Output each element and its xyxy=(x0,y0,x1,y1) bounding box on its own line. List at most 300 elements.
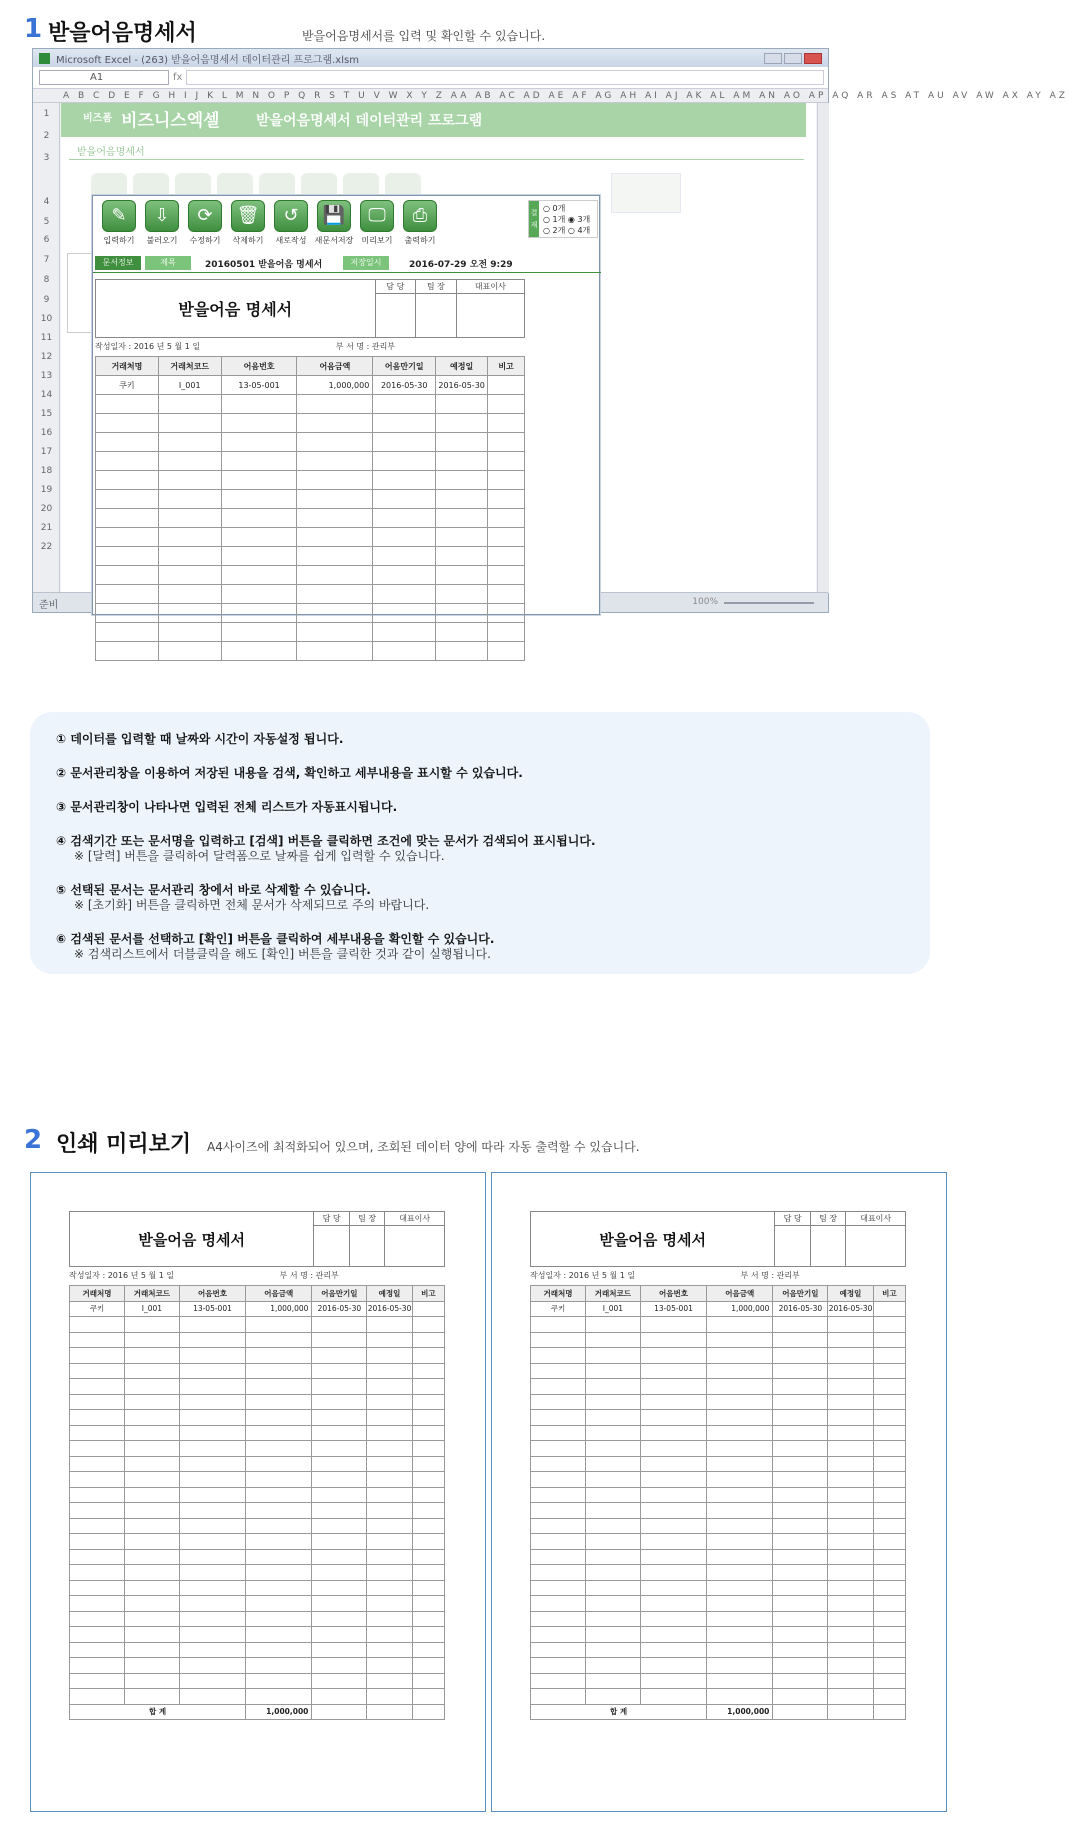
table-row[interactable] xyxy=(70,1363,445,1379)
table-row[interactable] xyxy=(96,490,525,509)
table-row[interactable] xyxy=(70,1534,445,1550)
row-header[interactable]: 2 xyxy=(43,131,50,141)
table-cell[interactable] xyxy=(297,509,373,528)
table-cell[interactable] xyxy=(585,1658,640,1674)
table-cell[interactable] xyxy=(367,1348,412,1364)
table-cell[interactable] xyxy=(179,1317,245,1333)
table-cell[interactable] xyxy=(96,566,159,585)
table-cell[interactable] xyxy=(640,1611,706,1627)
table-cell[interactable] xyxy=(773,1363,828,1379)
table-cell[interactable] xyxy=(297,642,373,661)
table-cell[interactable] xyxy=(531,1487,586,1503)
approval-sign-box[interactable] xyxy=(810,1226,845,1267)
table-cell[interactable] xyxy=(312,1534,367,1550)
table-cell[interactable] xyxy=(531,1534,586,1550)
table-row[interactable] xyxy=(531,1425,906,1441)
table-cell[interactable] xyxy=(773,1534,828,1550)
table-cell[interactable]: 2016-05-30 xyxy=(312,1301,367,1317)
table-row[interactable] xyxy=(70,1689,445,1705)
table-row[interactable] xyxy=(96,585,525,604)
table-cell[interactable] xyxy=(246,1689,312,1705)
table-cell[interactable] xyxy=(531,1317,586,1333)
table-cell[interactable] xyxy=(707,1534,773,1550)
table-cell[interactable] xyxy=(773,1410,828,1426)
table-cell[interactable]: 1,000,000 xyxy=(297,376,373,395)
table-cell[interactable] xyxy=(828,1379,873,1395)
table-cell[interactable] xyxy=(312,1689,367,1705)
table-cell[interactable] xyxy=(70,1425,125,1441)
table-cell[interactable] xyxy=(873,1441,905,1457)
table-cell[interactable] xyxy=(70,1487,125,1503)
table-cell[interactable] xyxy=(70,1456,125,1472)
table-cell[interactable] xyxy=(246,1348,312,1364)
table-cell[interactable] xyxy=(246,1317,312,1333)
table-cell[interactable] xyxy=(373,490,436,509)
approval-sign-box[interactable] xyxy=(416,294,457,338)
table-cell[interactable] xyxy=(436,547,488,566)
table-cell[interactable] xyxy=(873,1425,905,1441)
table-cell[interactable] xyxy=(436,490,488,509)
table-cell[interactable] xyxy=(246,1363,312,1379)
table-cell[interactable] xyxy=(640,1379,706,1395)
table-cell[interactable] xyxy=(179,1503,245,1519)
row-header[interactable]: 18 xyxy=(40,466,53,476)
table-cell[interactable] xyxy=(312,1642,367,1658)
row-header[interactable]: 16 xyxy=(40,428,53,438)
toolbar-button-3[interactable] xyxy=(226,200,270,246)
table-cell[interactable] xyxy=(367,1642,412,1658)
table-cell[interactable] xyxy=(873,1332,905,1348)
table-cell[interactable] xyxy=(221,623,297,642)
table-cell[interactable] xyxy=(221,395,297,414)
table-cell[interactable] xyxy=(436,433,488,452)
table-row[interactable] xyxy=(70,1596,445,1612)
row-header[interactable]: 14 xyxy=(40,390,53,400)
table-cell[interactable] xyxy=(773,1379,828,1395)
table-cell[interactable] xyxy=(158,452,221,471)
table-cell[interactable] xyxy=(531,1642,586,1658)
table-cell[interactable] xyxy=(312,1518,367,1534)
table-row[interactable] xyxy=(70,1487,445,1503)
table-cell[interactable] xyxy=(585,1534,640,1550)
table-cell[interactable] xyxy=(158,528,221,547)
table-cell[interactable] xyxy=(373,471,436,490)
table-cell[interactable] xyxy=(96,490,159,509)
row-header[interactable]: 5 xyxy=(43,217,50,227)
table-cell[interactable] xyxy=(488,642,525,661)
table-cell[interactable] xyxy=(585,1642,640,1658)
table-cell[interactable] xyxy=(70,1472,125,1488)
table-cell[interactable] xyxy=(488,433,525,452)
table-cell[interactable] xyxy=(873,1549,905,1565)
table-cell[interactable] xyxy=(873,1518,905,1534)
name-box[interactable]: A1 xyxy=(39,70,169,85)
table-cell[interactable] xyxy=(367,1658,412,1674)
table-cell[interactable] xyxy=(873,1394,905,1410)
table-cell[interactable]: 쿠키 xyxy=(96,376,159,395)
table-cell[interactable] xyxy=(436,414,488,433)
row-header[interactable]: 7 xyxy=(43,255,50,265)
table-cell[interactable] xyxy=(873,1363,905,1379)
table-cell[interactable] xyxy=(773,1441,828,1457)
toolbar-button-4[interactable] xyxy=(269,200,313,246)
table-cell[interactable] xyxy=(312,1425,367,1441)
table-cell[interactable] xyxy=(70,1363,125,1379)
table-cell[interactable] xyxy=(773,1425,828,1441)
table-cell[interactable] xyxy=(221,528,297,547)
table-cell[interactable] xyxy=(828,1503,873,1519)
table-row[interactable] xyxy=(70,1317,445,1333)
radio-3[interactable]: ◉ xyxy=(567,215,578,224)
table-cell[interactable]: 13-05-001 xyxy=(640,1301,706,1317)
table-cell[interactable] xyxy=(412,1332,444,1348)
table-cell[interactable] xyxy=(412,1503,444,1519)
table-row[interactable] xyxy=(96,547,525,566)
table-cell[interactable] xyxy=(221,490,297,509)
toolbar-button-5[interactable] xyxy=(312,200,356,246)
table-cell[interactable] xyxy=(828,1689,873,1705)
table-cell[interactable] xyxy=(179,1379,245,1395)
table-cell[interactable] xyxy=(436,623,488,642)
table-cell[interactable] xyxy=(158,585,221,604)
table-row[interactable] xyxy=(531,1301,906,1317)
table-cell[interactable] xyxy=(124,1549,179,1565)
table-cell[interactable] xyxy=(773,1689,828,1705)
table-cell[interactable] xyxy=(297,471,373,490)
table-cell[interactable] xyxy=(246,1410,312,1426)
approval-sign-box[interactable] xyxy=(456,294,524,338)
doc-title-value[interactable]: 20160501 받을어음 명세서 xyxy=(205,260,323,270)
table-cell[interactable] xyxy=(70,1348,125,1364)
table-cell[interactable] xyxy=(640,1627,706,1643)
table-cell[interactable] xyxy=(412,1642,444,1658)
table-cell[interactable] xyxy=(179,1441,245,1457)
table-cell[interactable] xyxy=(96,528,159,547)
table-cell[interactable] xyxy=(179,1487,245,1503)
table-row[interactable] xyxy=(70,1642,445,1658)
table-cell[interactable] xyxy=(158,604,221,623)
table-cell[interactable] xyxy=(124,1580,179,1596)
table-cell[interactable] xyxy=(246,1627,312,1643)
table-cell[interactable] xyxy=(640,1487,706,1503)
table-cell[interactable] xyxy=(873,1379,905,1395)
vertical-scrollbar[interactable] xyxy=(817,103,829,593)
table-row[interactable] xyxy=(96,623,525,642)
table-cell[interactable] xyxy=(124,1363,179,1379)
table-cell[interactable] xyxy=(312,1596,367,1612)
row-header[interactable]: 3 xyxy=(43,153,50,163)
table-cell[interactable] xyxy=(312,1673,367,1689)
table-cell[interactable] xyxy=(531,1456,586,1472)
table-cell[interactable] xyxy=(158,414,221,433)
table-cell[interactable] xyxy=(640,1410,706,1426)
table-cell[interactable] xyxy=(312,1565,367,1581)
table-cell[interactable] xyxy=(707,1658,773,1674)
table-row[interactable] xyxy=(531,1332,906,1348)
table-cell[interactable] xyxy=(412,1689,444,1705)
table-cell[interactable] xyxy=(412,1472,444,1488)
row-header[interactable]: 4 xyxy=(43,197,50,207)
table-cell[interactable] xyxy=(640,1317,706,1333)
table-cell[interactable] xyxy=(367,1363,412,1379)
table-cell[interactable] xyxy=(436,604,488,623)
table-cell[interactable] xyxy=(96,395,159,414)
table-cell[interactable] xyxy=(531,1363,586,1379)
table-row[interactable] xyxy=(96,376,525,395)
table-cell[interactable] xyxy=(412,1673,444,1689)
table-cell[interactable] xyxy=(179,1642,245,1658)
row-header[interactable]: 8 xyxy=(43,275,50,285)
table-cell[interactable] xyxy=(828,1441,873,1457)
table-cell[interactable] xyxy=(297,623,373,642)
table-row[interactable] xyxy=(531,1472,906,1488)
row-header[interactable]: 21 xyxy=(40,523,53,533)
toolbar-button-0[interactable] xyxy=(97,200,141,246)
table-cell[interactable] xyxy=(488,395,525,414)
table-cell[interactable] xyxy=(436,395,488,414)
table-cell[interactable] xyxy=(436,585,488,604)
table-row[interactable] xyxy=(531,1518,906,1534)
trash-icon[interactable]: 🗑 xyxy=(231,200,265,232)
table-cell[interactable] xyxy=(531,1425,586,1441)
table-cell[interactable] xyxy=(367,1565,412,1581)
table-cell[interactable] xyxy=(585,1596,640,1612)
row-header[interactable]: 6 xyxy=(43,235,50,245)
table-cell[interactable] xyxy=(412,1317,444,1333)
table-cell[interactable] xyxy=(531,1627,586,1643)
table-cell[interactable] xyxy=(221,547,297,566)
approval-sign-box[interactable] xyxy=(314,1226,349,1267)
table-cell[interactable] xyxy=(221,471,297,490)
table-cell[interactable] xyxy=(221,414,297,433)
table-cell[interactable] xyxy=(488,604,525,623)
table-row[interactable] xyxy=(70,1301,445,1317)
table-cell[interactable] xyxy=(773,1580,828,1596)
table-cell[interactable] xyxy=(179,1394,245,1410)
table-cell[interactable] xyxy=(312,1487,367,1503)
table-cell[interactable] xyxy=(828,1410,873,1426)
table-cell[interactable]: I_001 xyxy=(585,1301,640,1317)
table-cell[interactable] xyxy=(828,1425,873,1441)
table-cell[interactable] xyxy=(488,585,525,604)
table-cell[interactable] xyxy=(312,1317,367,1333)
table-cell[interactable]: 13-05-001 xyxy=(221,376,297,395)
table-cell[interactable] xyxy=(297,433,373,452)
table-cell[interactable] xyxy=(246,1611,312,1627)
table-cell[interactable] xyxy=(312,1658,367,1674)
table-row[interactable] xyxy=(531,1689,906,1705)
radio-1[interactable]: ○ xyxy=(543,215,553,224)
table-row[interactable] xyxy=(531,1394,906,1410)
table-cell[interactable] xyxy=(640,1596,706,1612)
table-cell[interactable] xyxy=(158,509,221,528)
table-cell[interactable]: 1,000,000 xyxy=(707,1301,773,1317)
table-cell[interactable] xyxy=(179,1673,245,1689)
table-cell[interactable] xyxy=(246,1642,312,1658)
table-cell[interactable]: 2016-05-30 xyxy=(773,1301,828,1317)
table-cell[interactable] xyxy=(70,1673,125,1689)
table-cell[interactable] xyxy=(179,1534,245,1550)
table-row[interactable] xyxy=(70,1441,445,1457)
table-cell[interactable] xyxy=(70,1503,125,1519)
table-cell[interactable] xyxy=(585,1410,640,1426)
table-cell[interactable] xyxy=(585,1425,640,1441)
table-cell[interactable] xyxy=(640,1534,706,1550)
table-cell[interactable] xyxy=(373,642,436,661)
table-cell[interactable] xyxy=(158,547,221,566)
table-cell[interactable] xyxy=(312,1456,367,1472)
table-cell[interactable] xyxy=(70,1379,125,1395)
table-row[interactable] xyxy=(531,1627,906,1643)
row-header[interactable]: 19 xyxy=(40,485,53,495)
table-cell[interactable] xyxy=(873,1627,905,1643)
table-cell[interactable] xyxy=(531,1673,586,1689)
table-cell[interactable] xyxy=(367,1596,412,1612)
table-cell[interactable] xyxy=(873,1565,905,1581)
table-cell[interactable] xyxy=(367,1379,412,1395)
table-cell[interactable] xyxy=(828,1549,873,1565)
table-cell[interactable] xyxy=(707,1627,773,1643)
table-cell[interactable] xyxy=(531,1689,586,1705)
table-cell[interactable] xyxy=(640,1456,706,1472)
table-cell[interactable] xyxy=(436,471,488,490)
table-cell[interactable] xyxy=(585,1611,640,1627)
table-cell[interactable] xyxy=(707,1487,773,1503)
table-cell[interactable] xyxy=(70,1549,125,1565)
table-row[interactable] xyxy=(96,452,525,471)
table-cell[interactable] xyxy=(585,1379,640,1395)
table-cell[interactable] xyxy=(436,528,488,547)
table-cell[interactable] xyxy=(412,1580,444,1596)
table-cell[interactable] xyxy=(96,642,159,661)
table-cell[interactable] xyxy=(70,1410,125,1426)
table-cell[interactable] xyxy=(221,433,297,452)
table-cell[interactable] xyxy=(585,1472,640,1488)
table-cell[interactable] xyxy=(373,566,436,585)
table-cell[interactable] xyxy=(640,1580,706,1596)
table-cell[interactable] xyxy=(246,1441,312,1457)
table-cell[interactable] xyxy=(531,1394,586,1410)
table-row[interactable] xyxy=(531,1379,906,1395)
table-cell[interactable] xyxy=(773,1503,828,1519)
table-cell[interactable] xyxy=(158,490,221,509)
table-cell[interactable] xyxy=(828,1642,873,1658)
table-cell[interactable] xyxy=(412,1441,444,1457)
table-cell[interactable] xyxy=(70,1332,125,1348)
table-cell[interactable] xyxy=(124,1565,179,1581)
table-cell[interactable] xyxy=(773,1565,828,1581)
table-cell[interactable] xyxy=(828,1518,873,1534)
table-cell[interactable] xyxy=(585,1317,640,1333)
table-cell[interactable] xyxy=(707,1348,773,1364)
table-row[interactable] xyxy=(70,1580,445,1596)
table-cell[interactable]: I_001 xyxy=(124,1301,179,1317)
table-cell[interactable] xyxy=(707,1549,773,1565)
radio-0[interactable]: ○ xyxy=(543,204,553,213)
table-row[interactable] xyxy=(531,1456,906,1472)
table-cell[interactable] xyxy=(373,433,436,452)
table-cell[interactable] xyxy=(873,1410,905,1426)
table-cell[interactable] xyxy=(367,1472,412,1488)
table-cell[interactable] xyxy=(246,1394,312,1410)
table-cell[interactable] xyxy=(96,452,159,471)
table-cell[interactable] xyxy=(367,1689,412,1705)
table-cell[interactable] xyxy=(531,1549,586,1565)
table-row[interactable] xyxy=(70,1332,445,1348)
table-cell[interactable] xyxy=(246,1580,312,1596)
table-cell[interactable] xyxy=(246,1472,312,1488)
table-cell[interactable] xyxy=(124,1611,179,1627)
table-cell[interactable] xyxy=(179,1363,245,1379)
table-cell[interactable] xyxy=(828,1456,873,1472)
table-cell[interactable] xyxy=(773,1332,828,1348)
table-cell[interactable] xyxy=(828,1317,873,1333)
table-cell[interactable] xyxy=(373,395,436,414)
table-cell[interactable] xyxy=(367,1611,412,1627)
table-cell[interactable] xyxy=(707,1673,773,1689)
table-cell[interactable] xyxy=(124,1627,179,1643)
table-cell[interactable] xyxy=(367,1673,412,1689)
table-cell[interactable] xyxy=(158,433,221,452)
table-cell[interactable] xyxy=(585,1549,640,1565)
table-cell[interactable] xyxy=(707,1472,773,1488)
table-cell[interactable] xyxy=(96,471,159,490)
table-cell[interactable] xyxy=(828,1332,873,1348)
table-cell[interactable]: 1,000,000 xyxy=(246,1301,312,1317)
table-cell[interactable] xyxy=(412,1627,444,1643)
table-cell[interactable] xyxy=(70,1611,125,1627)
table-cell[interactable] xyxy=(297,395,373,414)
table-cell[interactable] xyxy=(412,1348,444,1364)
table-cell[interactable] xyxy=(531,1611,586,1627)
table-row[interactable] xyxy=(70,1425,445,1441)
table-cell[interactable] xyxy=(773,1596,828,1612)
table-cell[interactable] xyxy=(531,1565,586,1581)
table-cell[interactable] xyxy=(179,1348,245,1364)
save-icon[interactable]: 💾 xyxy=(317,200,351,232)
table-cell[interactable] xyxy=(96,585,159,604)
table-cell[interactable] xyxy=(297,452,373,471)
table-cell[interactable] xyxy=(221,452,297,471)
table-cell[interactable] xyxy=(246,1518,312,1534)
table-cell[interactable] xyxy=(773,1658,828,1674)
table-cell[interactable] xyxy=(828,1596,873,1612)
table-row[interactable] xyxy=(70,1673,445,1689)
table-cell[interactable] xyxy=(179,1332,245,1348)
table-cell[interactable] xyxy=(873,1642,905,1658)
table-cell[interactable] xyxy=(585,1673,640,1689)
table-cell[interactable] xyxy=(367,1394,412,1410)
table-cell[interactable] xyxy=(488,566,525,585)
table-cell[interactable] xyxy=(158,642,221,661)
table-row[interactable] xyxy=(531,1534,906,1550)
row-header[interactable]: 11 xyxy=(40,333,53,343)
table-cell[interactable] xyxy=(246,1596,312,1612)
approval-sign-box[interactable] xyxy=(775,1226,810,1267)
table-cell[interactable] xyxy=(367,1549,412,1565)
table-row[interactable] xyxy=(70,1503,445,1519)
table-cell[interactable] xyxy=(412,1301,444,1317)
table-cell[interactable] xyxy=(297,528,373,547)
table-cell[interactable] xyxy=(367,1441,412,1457)
table-cell[interactable] xyxy=(707,1317,773,1333)
table-cell[interactable] xyxy=(873,1611,905,1627)
table-cell[interactable] xyxy=(488,471,525,490)
table-cell[interactable] xyxy=(124,1534,179,1550)
table-row[interactable] xyxy=(531,1549,906,1565)
approval-sign-box[interactable] xyxy=(375,294,416,338)
table-cell[interactable] xyxy=(373,509,436,528)
